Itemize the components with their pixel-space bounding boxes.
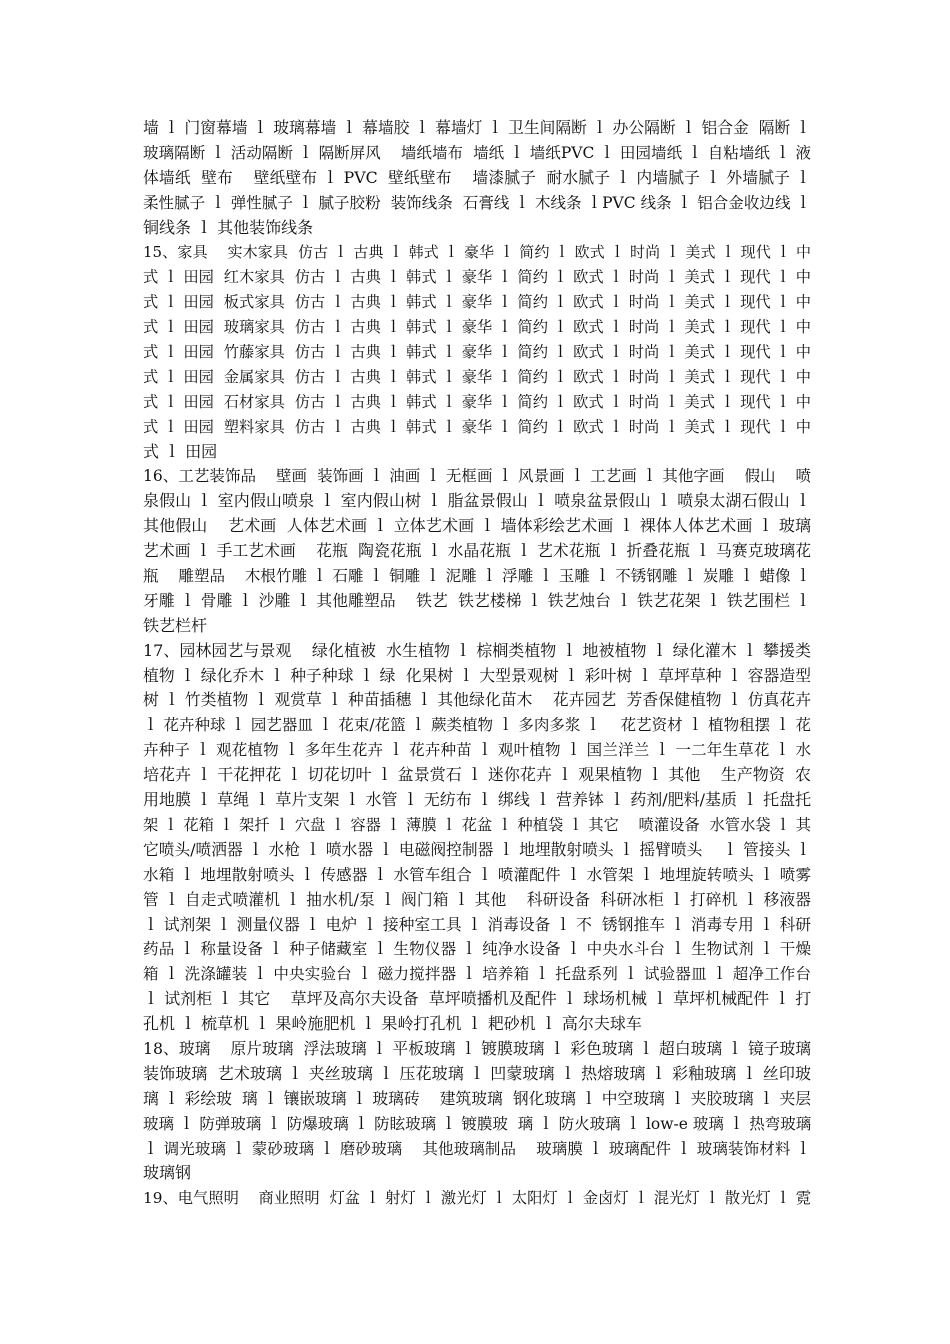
text-line: 培花卉 ｌ 干花押花 ｌ 切花切叶 ｌ 盆景赏石 ｌ 迷你花卉 ｌ 观果植物 ｌ 其他 生产物资 农 bbox=[143, 765, 811, 785]
text-line: 瓶 雕塑品 木根竹雕 ｌ 石雕 ｌ 铜雕 ｌ 泥雕 ｌ 浮雕 ｌ 玉雕 ｌ 不锈钢雕 ｌ 炭雕 ｌ 蜡像 ｌ bbox=[143, 567, 811, 586]
text-line: 装饰玻璃 艺术玻璃 ｌ 夹丝玻璃 ｌ 压花玻璃 ｌ 凹蒙玻璃 ｌ 热熔玻璃 ｌ 彩釉玻璃 ｌ 丝印玻 bbox=[143, 1063, 811, 1083]
text-line: 药品 ｌ 称量设备 ｌ 种子储藏室 ｌ 生物仪器 ｌ 纯净水设备 ｌ 中央水斗台 ｌ 生物试剂 ｌ 干燥 bbox=[143, 940, 811, 959]
document-page bbox=[143, 116, 811, 1211]
text-line: 孔机 ｌ 梳草机 ｌ 果岭施肥机 ｌ 果岭打孔机 ｌ 耙砂机 ｌ 高尔夫球车 bbox=[143, 1014, 642, 1034]
text-line: 18、玻璃 原片玻璃 浮法玻璃 ｌ 平板玻璃 ｌ 镀膜玻璃 ｌ 彩色玻璃 ｌ 超白玻璃 ｌ 镜子玻璃 bbox=[143, 1038, 811, 1058]
text-line: 玻璃钢 bbox=[143, 1163, 192, 1183]
text-line: 式 ｌ 田园 塑料家具 仿古 ｌ 古典 ｌ 韩式 ｌ 豪华 ｌ 简约 ｌ 欧式 ｌ 时尚 ｌ 美式 ｌ 现代 ｌ 中 bbox=[143, 417, 811, 436]
text-line: 玻璃 ｌ 防弹玻璃 ｌ 防爆玻璃 ｌ 防眩玻璃 ｌ 镀膜玻 璃 ｌ 防火玻璃 ｌ low-e 玻璃 ｌ 热弯玻璃 bbox=[143, 1114, 811, 1133]
text-line: 式 ｌ 田园 玻璃家具 仿古 ｌ 古典 ｌ 韩式 ｌ 豪华 ｌ 简约 ｌ 欧式 ｌ 时尚 ｌ 美式 ｌ 现代 ｌ 中 bbox=[143, 318, 811, 337]
text-line: 泉假山 ｌ 室内假山喷泉 ｌ 室内假山树 ｌ 脂盆景假山 ｌ 喷泉盆景假山 ｌ 喷泉太湖石假山 ｌ bbox=[143, 491, 811, 511]
text-line: 牙雕 ｌ 骨雕 ｌ 沙雕 ｌ 其他雕塑品 铁艺 铁艺楼梯 ｌ 铁艺烛台 ｌ 铁艺花架 ｌ 铁艺围栏 ｌ bbox=[143, 590, 811, 610]
text-line: 式 ｌ 田园 竹藤家具 仿古 ｌ 古典 ｌ 韩式 ｌ 豪华 ｌ 简约 ｌ 欧式 ｌ 时尚 ｌ 美式 ｌ 现代 ｌ 中 bbox=[143, 343, 811, 362]
text-line: 铜线条 ｌ 其他装饰线条 bbox=[143, 217, 314, 237]
text-line: 用地膜 ｌ 草绳 ｌ 草片支架 ｌ 水管 ｌ 无纺布 ｌ 绑线 ｌ 营养钵 ｌ 药剂/肥料/基质 ｌ 托盘托 bbox=[143, 790, 811, 810]
text-line: 箱 ｌ 洗涤罐装 ｌ 中央实验台 ｌ 磁力搅拌器 ｌ 培养箱 ｌ 托盘系列 ｌ 试验器皿 ｌ 超净工作台 bbox=[143, 965, 811, 984]
text-line: ｌ 花卉种球 ｌ 园艺器皿 ｌ 花束/花篮 ｌ 蕨类植物 ｌ 多肉多浆 ｌ 花艺资材 ｌ 植物租摆 ｌ 花 bbox=[143, 716, 811, 735]
text-line: 水箱 ｌ 地埋散射喷头 ｌ 传感器 ｌ 水管车组合 ｌ 喷灌配件 ｌ 水管架 ｌ 地埋旋转喷头 ｌ 喷雾 bbox=[143, 865, 811, 884]
text-line: 体墙纸 壁布 壁纸壁布 ｌ PVC 壁纸壁布 墙漆腻子 耐水腻子 ｌ 内墙腻子 ｌ 外墙腻子 ｌ bbox=[143, 167, 811, 187]
text-line: 墙 ｌ 门窗幕墙 ｌ 玻璃幕墙 ｌ 幕墙胶 ｌ 幕墙灯 ｌ 卫生间隔断 ｌ 办公隔断 ｌ 铝合金 隔断 ｌ bbox=[143, 118, 811, 137]
text-line: 柔性腻子 ｌ 弹性腻子 ｌ 腻子胶粉 装饰线条 石膏线 ｌ 木线条 ｌPVC 线条 ｌ 铝合金收边线 ｌ bbox=[143, 193, 811, 212]
text-line: 管 ｌ 自走式喷灌机 ｌ 抽水机/泵 ｌ 阀门箱 ｌ 其他 科研设备 科研冰柜 ｌ 打碎机 ｌ 移液器 bbox=[143, 889, 811, 909]
text-line: 玻璃隔断 ｌ 活动隔断 ｌ 隔断屏风 墙纸墙布 墙纸 ｌ 墙纸PVC ｌ 田园墙纸 ｌ 自粘墙纸 ｌ 液 bbox=[143, 143, 811, 162]
text-line: 16、工艺装饰品 壁画 装饰画 ｌ 油画 ｌ 无框画 ｌ 风景画 ｌ 工艺画 ｌ 其他字画 假山 喷 bbox=[143, 467, 811, 486]
text-line: 树 ｌ 竹类植物 ｌ 观赏草 ｌ 种苗插穗 ｌ 其他绿化苗木 花卉园艺 芳香保健植物 ｌ 仿真花卉 bbox=[143, 690, 811, 710]
text-line: 铁艺栏杆 bbox=[143, 615, 208, 635]
text-line: 架 ｌ 花箱 ｌ 架扦 ｌ 穴盘 ｌ 容器 ｌ 薄膜 ｌ 花盆 ｌ 种植袋 ｌ 其它 喷灌设备 水管水袋 ｌ 其 bbox=[143, 815, 811, 834]
text-line: 式 ｌ 田园 红木家具 仿古 ｌ 古典 ｌ 韩式 ｌ 豪华 ｌ 简约 ｌ 欧式 ｌ 时尚 ｌ 美式 ｌ 现代 ｌ 中 bbox=[143, 268, 811, 287]
text-line: 式 ｌ 田园 bbox=[143, 441, 218, 461]
text-line: 式 ｌ 田园 板式家具 仿古 ｌ 古典 ｌ 韩式 ｌ 豪华 ｌ 简约 ｌ 欧式 ｌ 时尚 ｌ 美式 ｌ 现代 ｌ 中 bbox=[143, 293, 811, 312]
text-line: 19、电气照明 商业照明 灯盆 ｌ 射灯 ｌ 激光灯 ｌ 太阳灯 ｌ 金卤灯 ｌ 混光灯 ｌ 散光灯 ｌ 霓 bbox=[143, 1189, 811, 1208]
text-line: 式 ｌ 田园 金属家具 仿古 ｌ 古典 ｌ 韩式 ｌ 豪华 ｌ 简约 ｌ 欧式 ｌ 时尚 ｌ 美式 ｌ 现代 ｌ 中 bbox=[143, 367, 811, 386]
text-line: 其他假山 艺术画 人体艺术画 ｌ 立体艺术画 ｌ 墙体彩绘艺术画 ｌ 裸体人体艺术画 ｌ 玻璃 bbox=[143, 516, 811, 536]
text-line: 式 ｌ 田园 石材家具 仿古 ｌ 古典 ｌ 韩式 ｌ 豪华 ｌ 简约 ｌ 欧式 ｌ 时尚 ｌ 美式 ｌ 现代 ｌ 中 bbox=[143, 392, 811, 411]
text-line: 璃 ｌ 彩绘玻 璃 ｌ 镶嵌玻璃 ｌ 玻璃砖 建筑玻璃 钢化玻璃 ｌ 中空玻璃 ｌ 夹胶玻璃 ｌ 夹层 bbox=[143, 1088, 811, 1108]
text-line: 17、园林园艺与景观 绿化植被 水生植物 ｌ 棕榈类植物 ｌ 地被植物 ｌ 绿化灌木 ｌ 攀援类 bbox=[143, 640, 811, 660]
text-line: 它喷头/喷洒器 ｌ 水枪 ｌ 喷水器 ｌ 电磁阀控制器 ｌ 地埋散射喷头 ｌ 摇臂喷头 ｌ 管接头 ｌ bbox=[143, 839, 811, 859]
text-line: ｌ 试剂架 ｌ 测量仪器 ｌ 电炉 ｌ 接种室工具 ｌ 消毒设备 ｌ 不 锈钢推车 ｌ 消毒专用 ｌ 科研 bbox=[143, 914, 811, 934]
text-line: ｌ 试剂柜 ｌ 其它 草坪及高尔夫设备 草坪喷播机及配件 ｌ 球场机械 ｌ 草坪机械配件 ｌ 打 bbox=[143, 989, 811, 1009]
text-line: 15、家具 实木家具 仿古 ｌ 古典 ｌ 韩式 ｌ 豪华 ｌ 简约 ｌ 欧式 ｌ 时尚 ｌ 美式 ｌ 现代 ｌ 中 bbox=[143, 243, 811, 262]
text-line: 艺术画 ｌ 手工艺术画 花瓶 陶瓷花瓶 ｌ 水晶花瓶 ｌ 艺术花瓶 ｌ 折叠花瓶 ｌ 马赛克玻璃花 bbox=[143, 541, 811, 561]
text-line: ｌ 调光玻璃 ｌ 蒙砂玻璃 ｌ 磨砂玻璃 其他玻璃制品 玻璃膜 ｌ 玻璃配件 ｌ 玻璃装饰材料 ｌ bbox=[143, 1139, 811, 1158]
text-line: 植物 ｌ 绿化乔木 ｌ 种子种球 ｌ 绿 化果树 ｌ 大型景观树 ｌ 彩叶树 ｌ 草坪草种 ｌ 容器造型 bbox=[143, 665, 811, 685]
text-line: 卉种子 ｌ 观花植物 ｌ 多年生花卉 ｌ 花卉种苗 ｌ 观叶植物 ｌ 国兰洋兰 ｌ 一二年生草花 ｌ 水 bbox=[143, 741, 811, 760]
